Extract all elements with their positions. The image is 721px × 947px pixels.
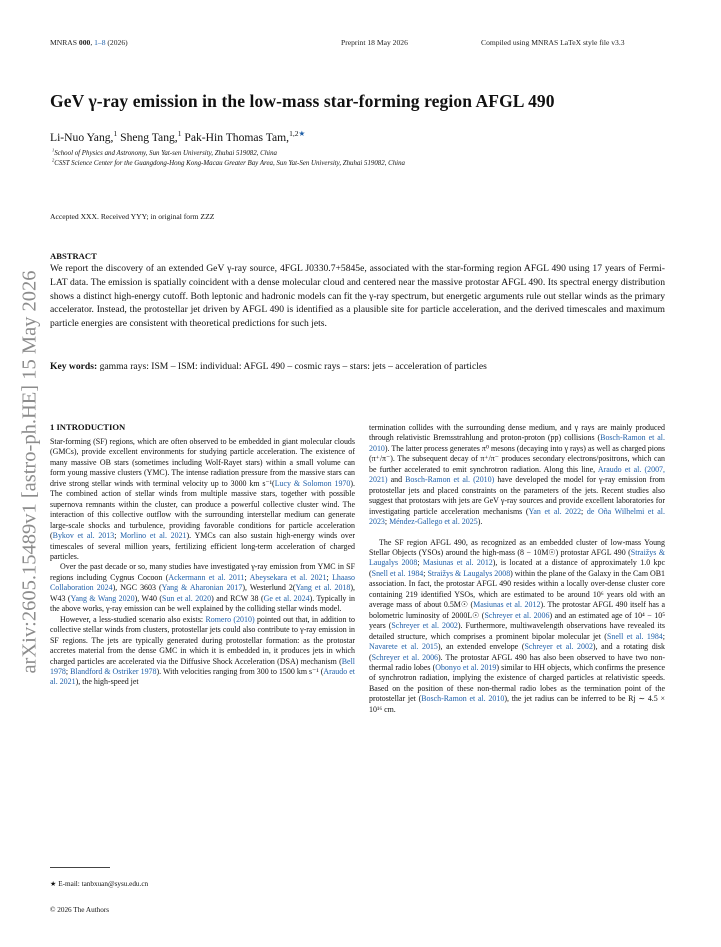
page-range-link[interactable]: 1–8 <box>94 38 106 47</box>
citation-link[interactable]: Yang et al. 2018 <box>295 583 351 593</box>
citation-link[interactable]: Bykov et al. 2013 <box>52 531 115 541</box>
paragraph: Star-forming (SF) regions, which are often observed to be embedded in giant molecular clouds (GMCs), provide excellent environments for studying particle acceleration. The existence of many massive OB stars (sometimes including Wolf-Rayet stars) within a small volume can form young massive clusters (YMC). The intense radiation pressure from the massive stars can drive strong stellar winds with terminal velocity up to 3000 km s⁻¹(Lucy & Solomon 1970). The combined action of stellar winds from multiple massive stars, together with possible supernova remnants within the cluster, can produce a powerful collective cluster wind. The interaction of this collective outflow with the surrounding interstellar medium can generate large-scale shocks and turbulence, providing favorable conditions for particle acceleration (Bykov et al. 2013; Morlino et al. 2021). YMCs can also sustain high-energy winds over timescales of several million years, fertilizing efficient long-term acceleration of charged particles. <box>50 437 355 561</box>
accepted-line: Accepted XXX. Received YYY; in original form ZZZ <box>50 212 215 221</box>
citation-link[interactable]: Schreyer et al. 2006 <box>484 610 550 620</box>
citation-link[interactable]: Schreyer et al. 2002 <box>391 621 458 631</box>
keywords <box>50 361 665 372</box>
citation-link[interactable]: Araudo et al. 2021 <box>50 666 355 687</box>
citation-link[interactable]: Yang & Aharonian 2017 <box>161 583 243 593</box>
affiliation-1-number: 1 <box>52 147 55 153</box>
citation-link[interactable]: Bosch-Ramon et al. 2010 <box>369 433 665 453</box>
year: (2026) <box>105 38 128 47</box>
citation-link[interactable]: Bosch-Ramon et al. 2010 <box>421 694 505 704</box>
citation-link[interactable]: Bell 1978 <box>50 656 355 676</box>
footnote-email <box>50 879 148 888</box>
citation-link[interactable]: Sun et al. 2020 <box>162 593 212 603</box>
abstract-text: We report the discovery of an extended GeV γ-ray source, 4FGL J0330.7+5845e, associated with the star-forming region AFGL 490 using 17 years of Fermi-LAT data. The emission is spatially coincident with a dense molecular cloud and centered near the massive protostar AFGL 490. Its spectral energy distribution shows a distinct high-energy cutoff. Both leptonic and hadronic models can fit the γ-ray spectrum, but energetic arguments rule out stellar winds as the primary accelerator. Instead, the protostellar jet driven by AFGL 490 is identified as a plausible site for particle acceleration, and the derived timescales and maximum particle energies are consistent with theoretical predictions for such jets. <box>50 263 665 330</box>
paragraph: termination collides with the surrounding dense medium, and γ rays are mainly produced through relativistic Bremsstrahlung and proton-proton (pp) collisions (Bosch-Ramon et al. 2010). The latter process generates π⁰ mesons (decaying into γ rays) as well as charged pions (π⁺/π⁻). The subsequent decay of π⁺/π⁻ produces secondary electrons/positrons, which can be further accelerated to emit synchrotron radiation. Along this line, Araudo et al. (2007, 2021) and Bosch-Ramon et al. (2010) have developed the model for γ-ray emission from protostellar jets and placed constraints on the parameters of the jets. Recent studies also suggest that protostars with jets are GeV γ-ray sources and provide excellent laboratories for investigating particle acceleration mechanisms (Yan et al. 2022; de Oña Wilhelmi et al. 2023; Méndez-Gallego et al. 2025). <box>369 423 665 527</box>
compiled-note: Compiled using MNRAS LaTeX style file v3.3 <box>481 38 625 47</box>
running-header-left: MNRAS 000, 1–8 (2026) <box>50 38 128 47</box>
paragraph: Over the past decade or so, many studies have investigated γ-ray emission from YMC in SF regions including Cygnus Cocoon (Ackermann et al. 2011; Abeysekara et al. 2021; Lhaaso Collaboration 2024), NGC 3603 (Yang & Aharonian 2017), Westerlund 2(Yang et al. 2018), W43 (Yang & Wang 2020), W40 (Sun et al. 2020) and RCW 38 (Ge et al. 2024). Typically in the above works, γ-ray emission can be well explained by the colliding stellar winds model. <box>50 562 356 614</box>
affiliation-1 <box>52 147 277 157</box>
author-1: Li-Nuo Yang, <box>50 131 114 144</box>
citation-link[interactable]: Navarete et al. 2015 <box>369 642 438 652</box>
left-column <box>50 437 355 688</box>
author-2: Sheng Tang, <box>117 131 178 144</box>
citation-link[interactable]: Snell et al. 1984 <box>371 568 424 578</box>
journal-name: MNRAS <box>50 38 79 47</box>
footnote-text: E-mail: tanbxuan@sysu.edu.cn <box>56 880 149 888</box>
citation-link[interactable]: Blandford & Ostriker 1978 <box>70 666 157 676</box>
citation-link[interactable]: Snell et al. 1984 <box>606 631 663 641</box>
right-column <box>369 423 665 715</box>
copyright-notice: © 2026 The Authors <box>50 906 110 914</box>
affiliation-2-text: CSST Science Center for the Guangdong-Hong Kong-Macau Greater Bay Area, Sun Yat-Sen University, Zhuhai 519082, China <box>54 160 405 167</box>
corresponding-author-star-link[interactable]: ★ <box>298 129 306 139</box>
arxiv-id: arXiv:2605.15489v1 [astro-ph.HE] 15 May 2026 <box>18 270 41 674</box>
paragraph: However, a less-studied scenario also exists: Romero (2010) pointed out that, in addition to collective stellar winds from clusters, protostellar jets could also contribute to γ-ray emission in SF regions. The jets are typically generated during protostellar formation: as the protostar accretes material from the dense GMC in which it is embedded in, it produces jets in which charged particles are accelerated via the Diffusive Shock Acceleration (DSA) mechanism (Bell 1978; Blandford & Ostriker 1978). With velocities ranging from 300 to 1500 km s⁻¹ (Araudo et al. 2021), the high-speed jet <box>50 614 356 687</box>
citation-link[interactable]: Schreyer et al. 2002 <box>524 642 593 652</box>
paragraph: The SF region AFGL 490, as recognized as an embedded cluster of low-mass Young Stellar Objects (YSOs) around the high-mass (8 − 10M☉) protostar AFGL 490 (Straižys & Laugalys 2008; Masiunas et al. 2012), is located at a distance of approximately 1.0 kpc (Snell et al. 1984; Straižys & Laugalys 2008) within the plane of the Galaxy in the Cam OB1 association. In fact, the protostar AFGL 490 resides within a locally over-dense cluster core containing 219 identified YSOs, which are estimated to be around 10⁶ years old with an average mass of about 0.5M☉ (Masiunas et al. 2012). The protostar AFGL 490 itself has a bolometric luminosity of 2000L☉ (Schreyer et al. 2006) and an estimated age of 10⁴ − 10⁵ years (Schreyer et al. 2002). Furthermore, multiwavelength observations have revealed its detailed structure, which comprises a prominent bipolar molecular jet (Snell et al. 1984; Navarete et al. 2015), an extended envelope (Schreyer et al. 2002), and a rotating disk (Schreyer et al. 2006). The protostar AFGL 490 has also been observed to have two non-thermal radio lobes (Obonyo et al. 2019) similar to HH objects, which confirms the presence of synchrotron radiation, implying the existence of charged particles at relativistic speeds. Based on the position of these non-thermal radio lobes as the termination point of the protostellar jet (Bosch-Ramon et al. 2010), the jet radius can be inferred to be Rj ∼ 4.5 × 10¹⁶ cm. <box>369 537 666 714</box>
citation-link[interactable]: Ge et al. 2024 <box>263 593 310 603</box>
footnote-star: ★ <box>50 880 57 888</box>
keywords-label: Key words: <box>50 361 98 372</box>
affiliation-2-number: 2 <box>52 157 55 163</box>
abstract-heading: ABSTRACT <box>50 251 97 261</box>
citation-link[interactable]: Masiunas et al. 2012 <box>422 558 493 568</box>
affiliation-1-text: School of Physics and Astronomy, Sun Yat-sen University, Zhuhai 519082, China <box>54 150 277 157</box>
section-heading-introduction: 1 INTRODUCTION <box>50 422 126 432</box>
citation-link[interactable]: Straižys & Laugalys 2008 <box>427 568 511 578</box>
paper-title: GeV γ-ray emission in the low-mass star-forming region AFGL 490 <box>50 91 555 111</box>
citation-link[interactable]: Morlino et al. 2021 <box>120 531 187 541</box>
author-1-affil: 1 <box>113 129 118 139</box>
citation-link[interactable]: Yang & Wang 2020 <box>70 593 135 603</box>
volume: 000 <box>78 38 91 47</box>
citation-link[interactable]: Lucy & Solomon 1970 <box>274 478 351 488</box>
author-2-affil: 1 <box>177 129 182 139</box>
citation-link[interactable]: Bosch-Ramon et al. (2010) <box>405 475 495 485</box>
citation-link[interactable]: Araudo et al. (2007, 2021) <box>369 464 665 485</box>
citation-link[interactable]: de Oña Wilhelmi et al. 2023 <box>369 506 665 527</box>
keywords-list: gamma rays: ISM – ISM: individual: AFGL 490 – cosmic rays – stars: jets – acceleration of particles <box>97 361 487 372</box>
arxiv-sidebar-stamp <box>15 232 45 712</box>
citation-link[interactable]: Méndez-Gallego et al. 2025 <box>389 517 478 527</box>
citation-link[interactable]: Yan et al. 2022 <box>528 506 582 516</box>
author-3-affil: 1,2 <box>289 129 299 139</box>
citation-link[interactable]: Lhaaso Collaboration 2024 <box>50 572 355 593</box>
citation-link[interactable]: Abeysekara et al. 2021 <box>249 572 327 582</box>
citation-link[interactable]: Straižys & Laugalys 2008 <box>369 547 665 568</box>
citation-link[interactable]: Masiunas et al. 2012 <box>473 600 541 610</box>
citation-link[interactable]: Schreyer et al. 2006 <box>371 652 439 662</box>
footnote-rule <box>50 867 110 868</box>
author-3: Pak-Hin Thomas Tam, <box>181 131 290 144</box>
citation-link[interactable]: Ackermann et al. 2011 <box>168 572 245 582</box>
preprint-date: Preprint 18 May 2026 <box>341 38 408 47</box>
author-list <box>50 131 305 144</box>
affiliation-2 <box>52 157 405 167</box>
citation-link[interactable]: Obonyo et al. 2019 <box>435 662 497 672</box>
citation-link[interactable]: Romero (2010) <box>205 614 255 624</box>
